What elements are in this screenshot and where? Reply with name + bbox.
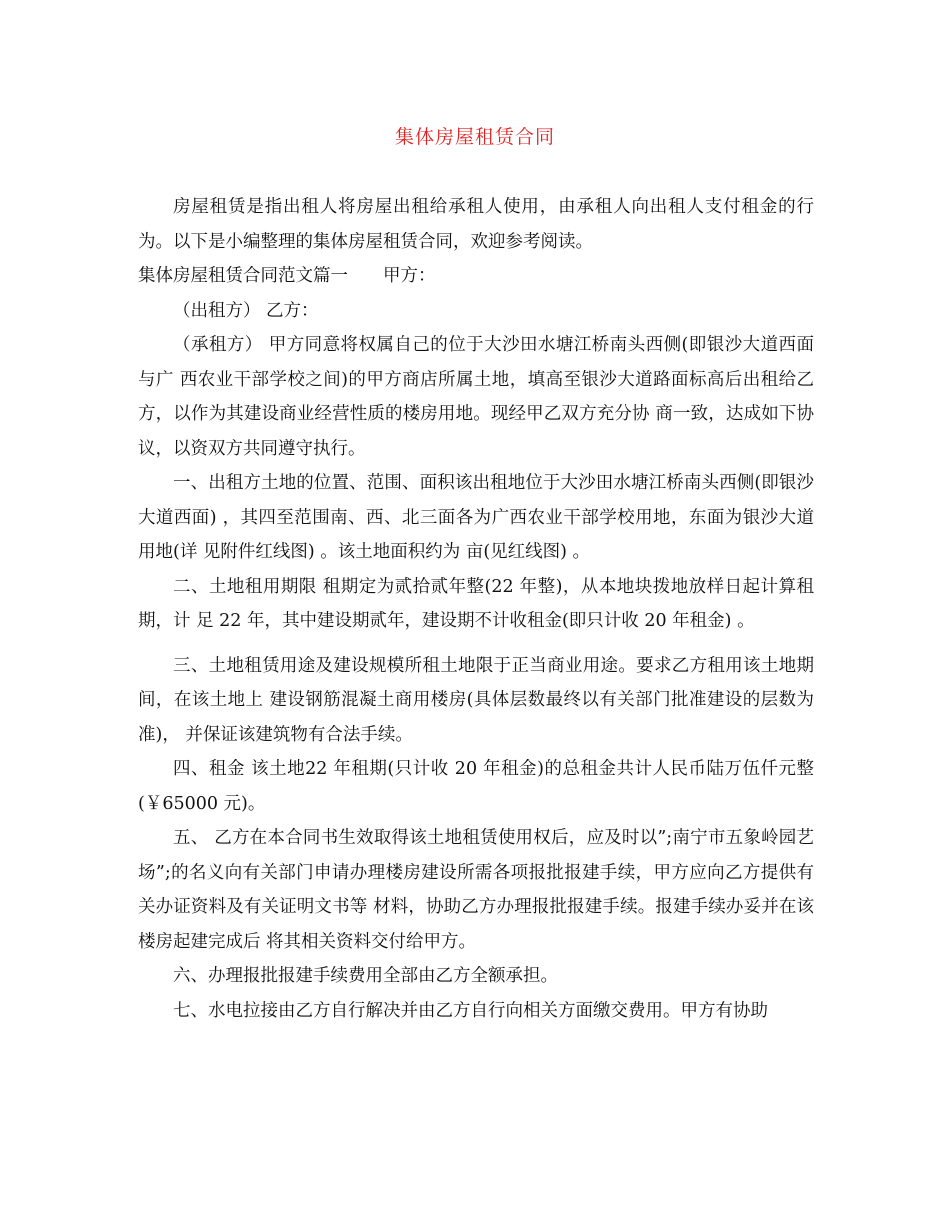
- paragraph: 七、水电拉接由乙方自行解决并由乙方自行向相关方面缴交费用。甲方有协助: [173, 1000, 768, 1021]
- paragraph: 房屋租赁是指出租人将房屋出租给承租人使用，由承租人向出租人支付租金的行为。以下是小编整理的集体房屋租赁合同，欢迎参考阅读。: [138, 197, 814, 252]
- paragraph: 集体房屋租赁合同范文篇一 甲方：: [138, 266, 436, 286]
- paragraph: 三、土地租赁用途及建设规模所租土地限于正当商业用途。要求乙方租用该土地期间，在该土地上 建设钢筋混凝土商用楼房(具体层数最终以有关部门批准建设的层数为准)， 并保证该建筑物有合法手续。: [138, 655, 814, 745]
- paragraph: 六、办理报批报建手续费用全部由乙方全额承担。: [173, 966, 558, 986]
- paragraph: 五、 乙方在本合同书生效取得该土地租赁使用权后，应及时以”;南宁市五象岭园艺场”;的名义向有关部门申请办理楼房建设所需各项报批报建手续，甲方应向乙方提供有关办证资料及有关证明文书等 材料，协助乙方办理报批报建手续。报建手续办妥并在该楼房起建完成后 将其相关资料交付给甲方。: [138, 828, 814, 952]
- paragraph: 二、土地租用期限 租期定为贰拾贰年整(22 年整)，从本地块拨地放样日起计算租期，计 足 22 年，其中建设期贰年，建设期不计收租金(即只计收 20 年租金) 。: [138, 576, 814, 631]
- paragraph: 一、出租方土地的位置、范围、面积该出租地位于大沙田水塘江桥南头西侧(即银沙大道西面) ，其四至范围南、西、北三面各为广西农业干部学校用地，东面为银沙大道用地(详 见附件红线图) 。该土地面积约为 亩(见红线图) 。: [138, 473, 814, 562]
- paragraph: （出租方） 乙方：: [173, 300, 319, 321]
- document-body: [138, 190, 814, 1028]
- document-title: 集体房屋租赁合同: [394, 126, 555, 148]
- paragraph: 四、租金 该土地22 年租期(只计收 20 年租金)的总租金共计人民币陆万伍仟元整(￥65000 元)。: [138, 759, 814, 814]
- paragraph: （承租方） 甲方同意将权属自己的位于大沙田水塘江桥南头西侧(即银沙大道西面与广 西农业干部学校之间)的甲方商店所属土地，填高至银沙大道路面标高后出租给乙方，以作为其建设商业经营性质的楼房用地。现经甲乙双方充分协 商一致，达成如下协议，以资双方共同遵守执行。: [138, 335, 814, 459]
